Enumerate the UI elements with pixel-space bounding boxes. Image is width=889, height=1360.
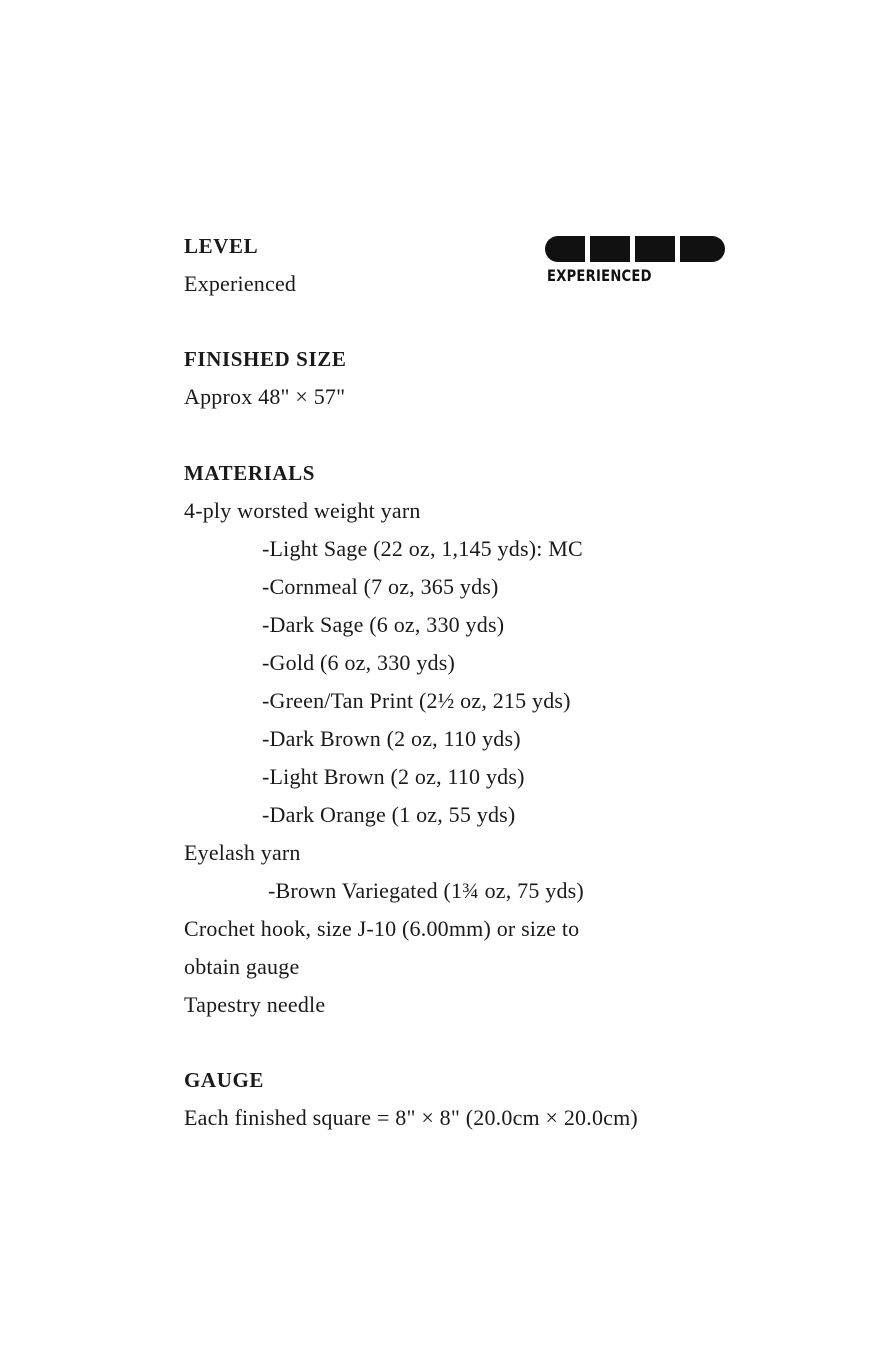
yarn-color-item: -Cornmeal (7 oz, 365 yds) bbox=[262, 574, 499, 599]
yarn-color-item: -Dark Brown (2 oz, 110 yds) bbox=[262, 726, 521, 751]
materials-heading: MATERIALS bbox=[184, 461, 316, 485]
gauge-value: Each finished square = 8" × 8" (20.0cm × 20.0cm) bbox=[184, 1105, 638, 1130]
hook-line-1: Crochet hook, size J-10 (6.00mm) or size to bbox=[184, 916, 580, 941]
skill-level-meter bbox=[545, 236, 727, 262]
skill-level-segment bbox=[680, 236, 725, 262]
finished-size-value: Approx 48" × 57" bbox=[184, 384, 346, 409]
finished-size-heading: FINISHED SIZE bbox=[184, 347, 347, 371]
level-value: Experienced bbox=[184, 271, 297, 296]
gauge-heading: GAUGE bbox=[184, 1068, 265, 1092]
skill-level-badge bbox=[545, 236, 727, 294]
skill-level-segment bbox=[545, 236, 585, 262]
skill-level-segment bbox=[635, 236, 675, 262]
yarn-color-item: -Light Brown (2 oz, 110 yds) bbox=[262, 764, 525, 789]
yarn-color-item: -Dark Orange (1 oz, 55 yds) bbox=[262, 802, 516, 827]
yarn-color-item: -Gold (6 oz, 330 yds) bbox=[262, 650, 456, 675]
level-heading: LEVEL bbox=[184, 234, 259, 258]
yarn-type: 4-ply worsted weight yarn bbox=[184, 498, 421, 523]
yarn-color-item: -Green/Tan Print (2½ oz, 215 yds) bbox=[262, 688, 571, 713]
yarn-color-item: -Dark Sage (6 oz, 330 yds) bbox=[262, 612, 505, 637]
hook-line-2: obtain gauge bbox=[184, 954, 300, 979]
skill-level-segment bbox=[590, 236, 630, 262]
eyelash-color-item: -Brown Variegated (1¾ oz, 75 yds) bbox=[268, 878, 584, 903]
yarn-color-item: -Light Sage (22 oz, 1,145 yds): MC bbox=[262, 536, 583, 561]
eyelash-yarn-label: Eyelash yarn bbox=[184, 840, 301, 865]
skill-level-label: EXPERIENCED bbox=[547, 266, 652, 285]
tapestry-needle: Tapestry needle bbox=[184, 992, 326, 1017]
